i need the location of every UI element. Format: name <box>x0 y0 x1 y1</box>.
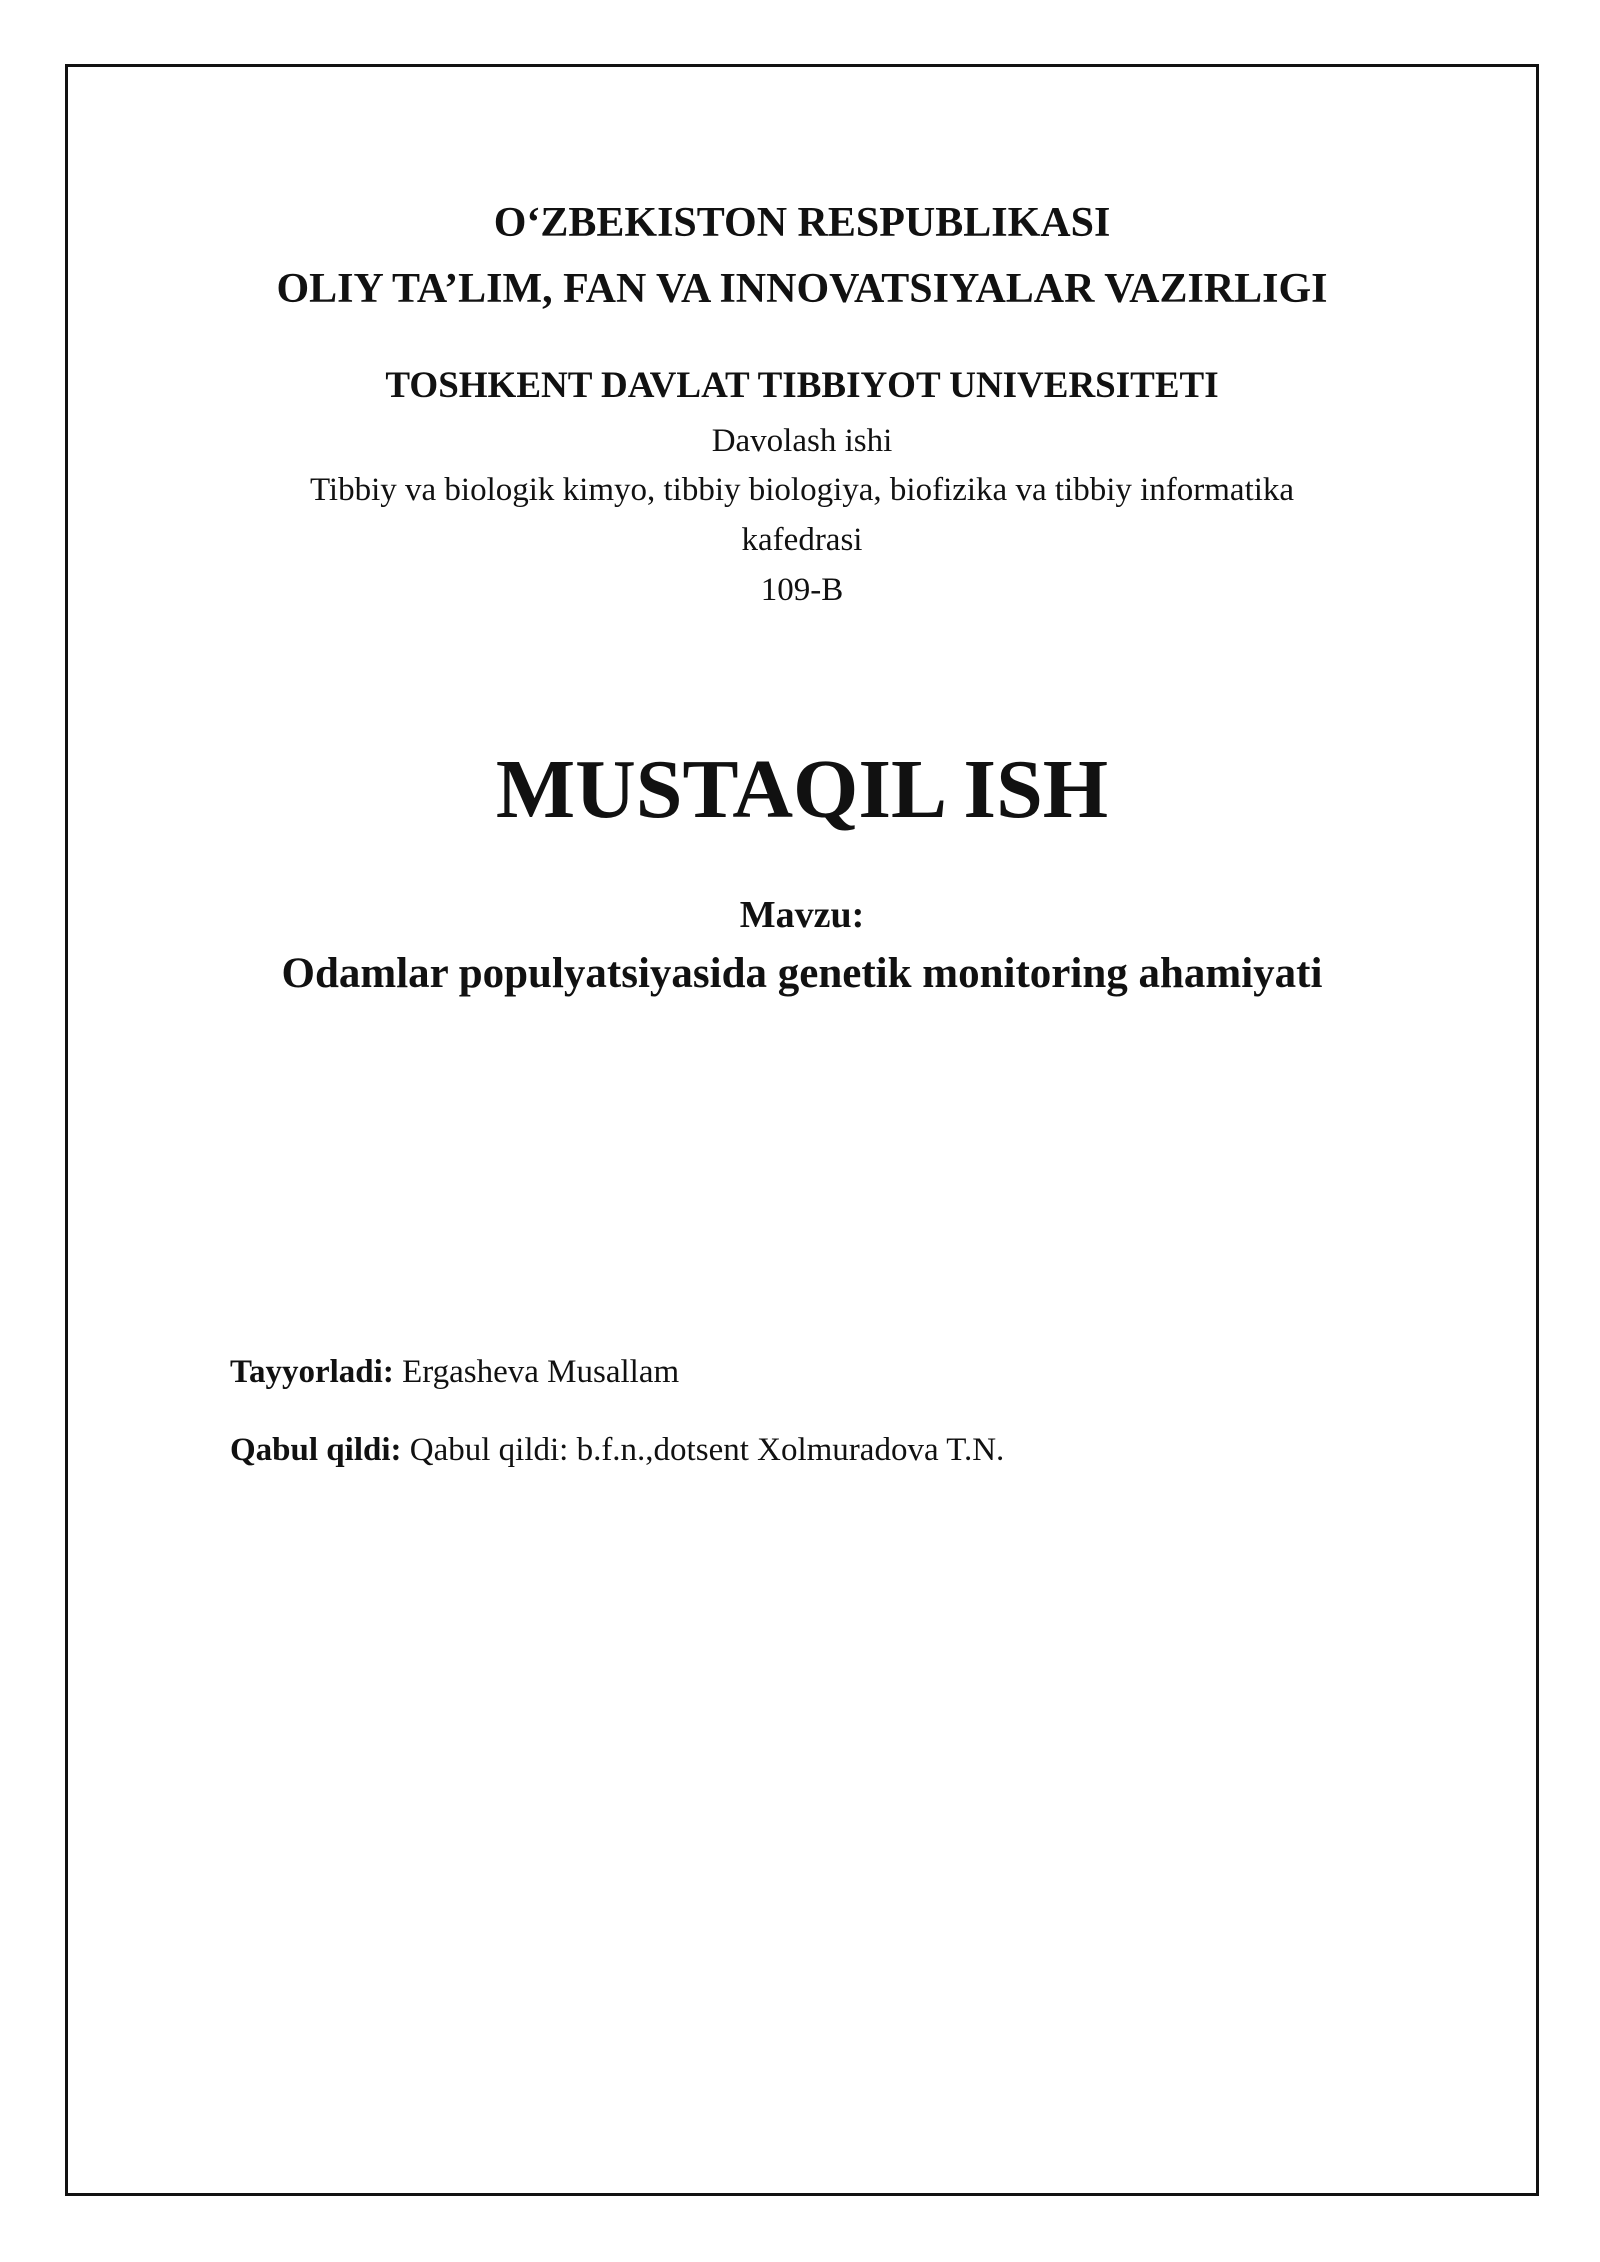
topic-label: Mavzu: <box>739 894 865 936</box>
accepted-by-value: Qabul qildi: b.f.n.,dotsent Xolmuradova T.N. <box>409 1432 1005 1468</box>
accepted-by-line <box>230 1428 1004 1472</box>
document-type-title: MUSTAQIL ISH <box>495 743 1109 836</box>
faculty-name: Davolash ishi <box>711 423 893 459</box>
university-name: TOSHKENT DAVLAT TIBBIYOT UNIVERSITETI <box>385 365 1219 406</box>
topic-title: Odamlar populyatsiyasida genetik monitoring ahamiyati <box>281 950 1323 997</box>
prepared-by-line <box>230 1350 679 1394</box>
department-line-1: Tibbiy va biologik kimyo, tibbiy biologiya, biofizika va tibbiy informatika <box>309 472 1295 508</box>
accepted-by-label: Qabul qildi: <box>230 1432 402 1468</box>
ministry-line-2: OLIY TA’LIM, FAN VA INNOVATSIYALAR VAZIRLIGI <box>276 266 1328 312</box>
prepared-by-label: Tayyorladi: <box>230 1354 394 1390</box>
department-line-2: kafedrasi <box>741 522 863 558</box>
group-number: 109-B <box>760 572 844 608</box>
prepared-by-value: Ergasheva Musallam <box>402 1354 680 1390</box>
ministry-line-1: O‘ZBEKISTON RESPUBLIKASI <box>493 200 1111 246</box>
